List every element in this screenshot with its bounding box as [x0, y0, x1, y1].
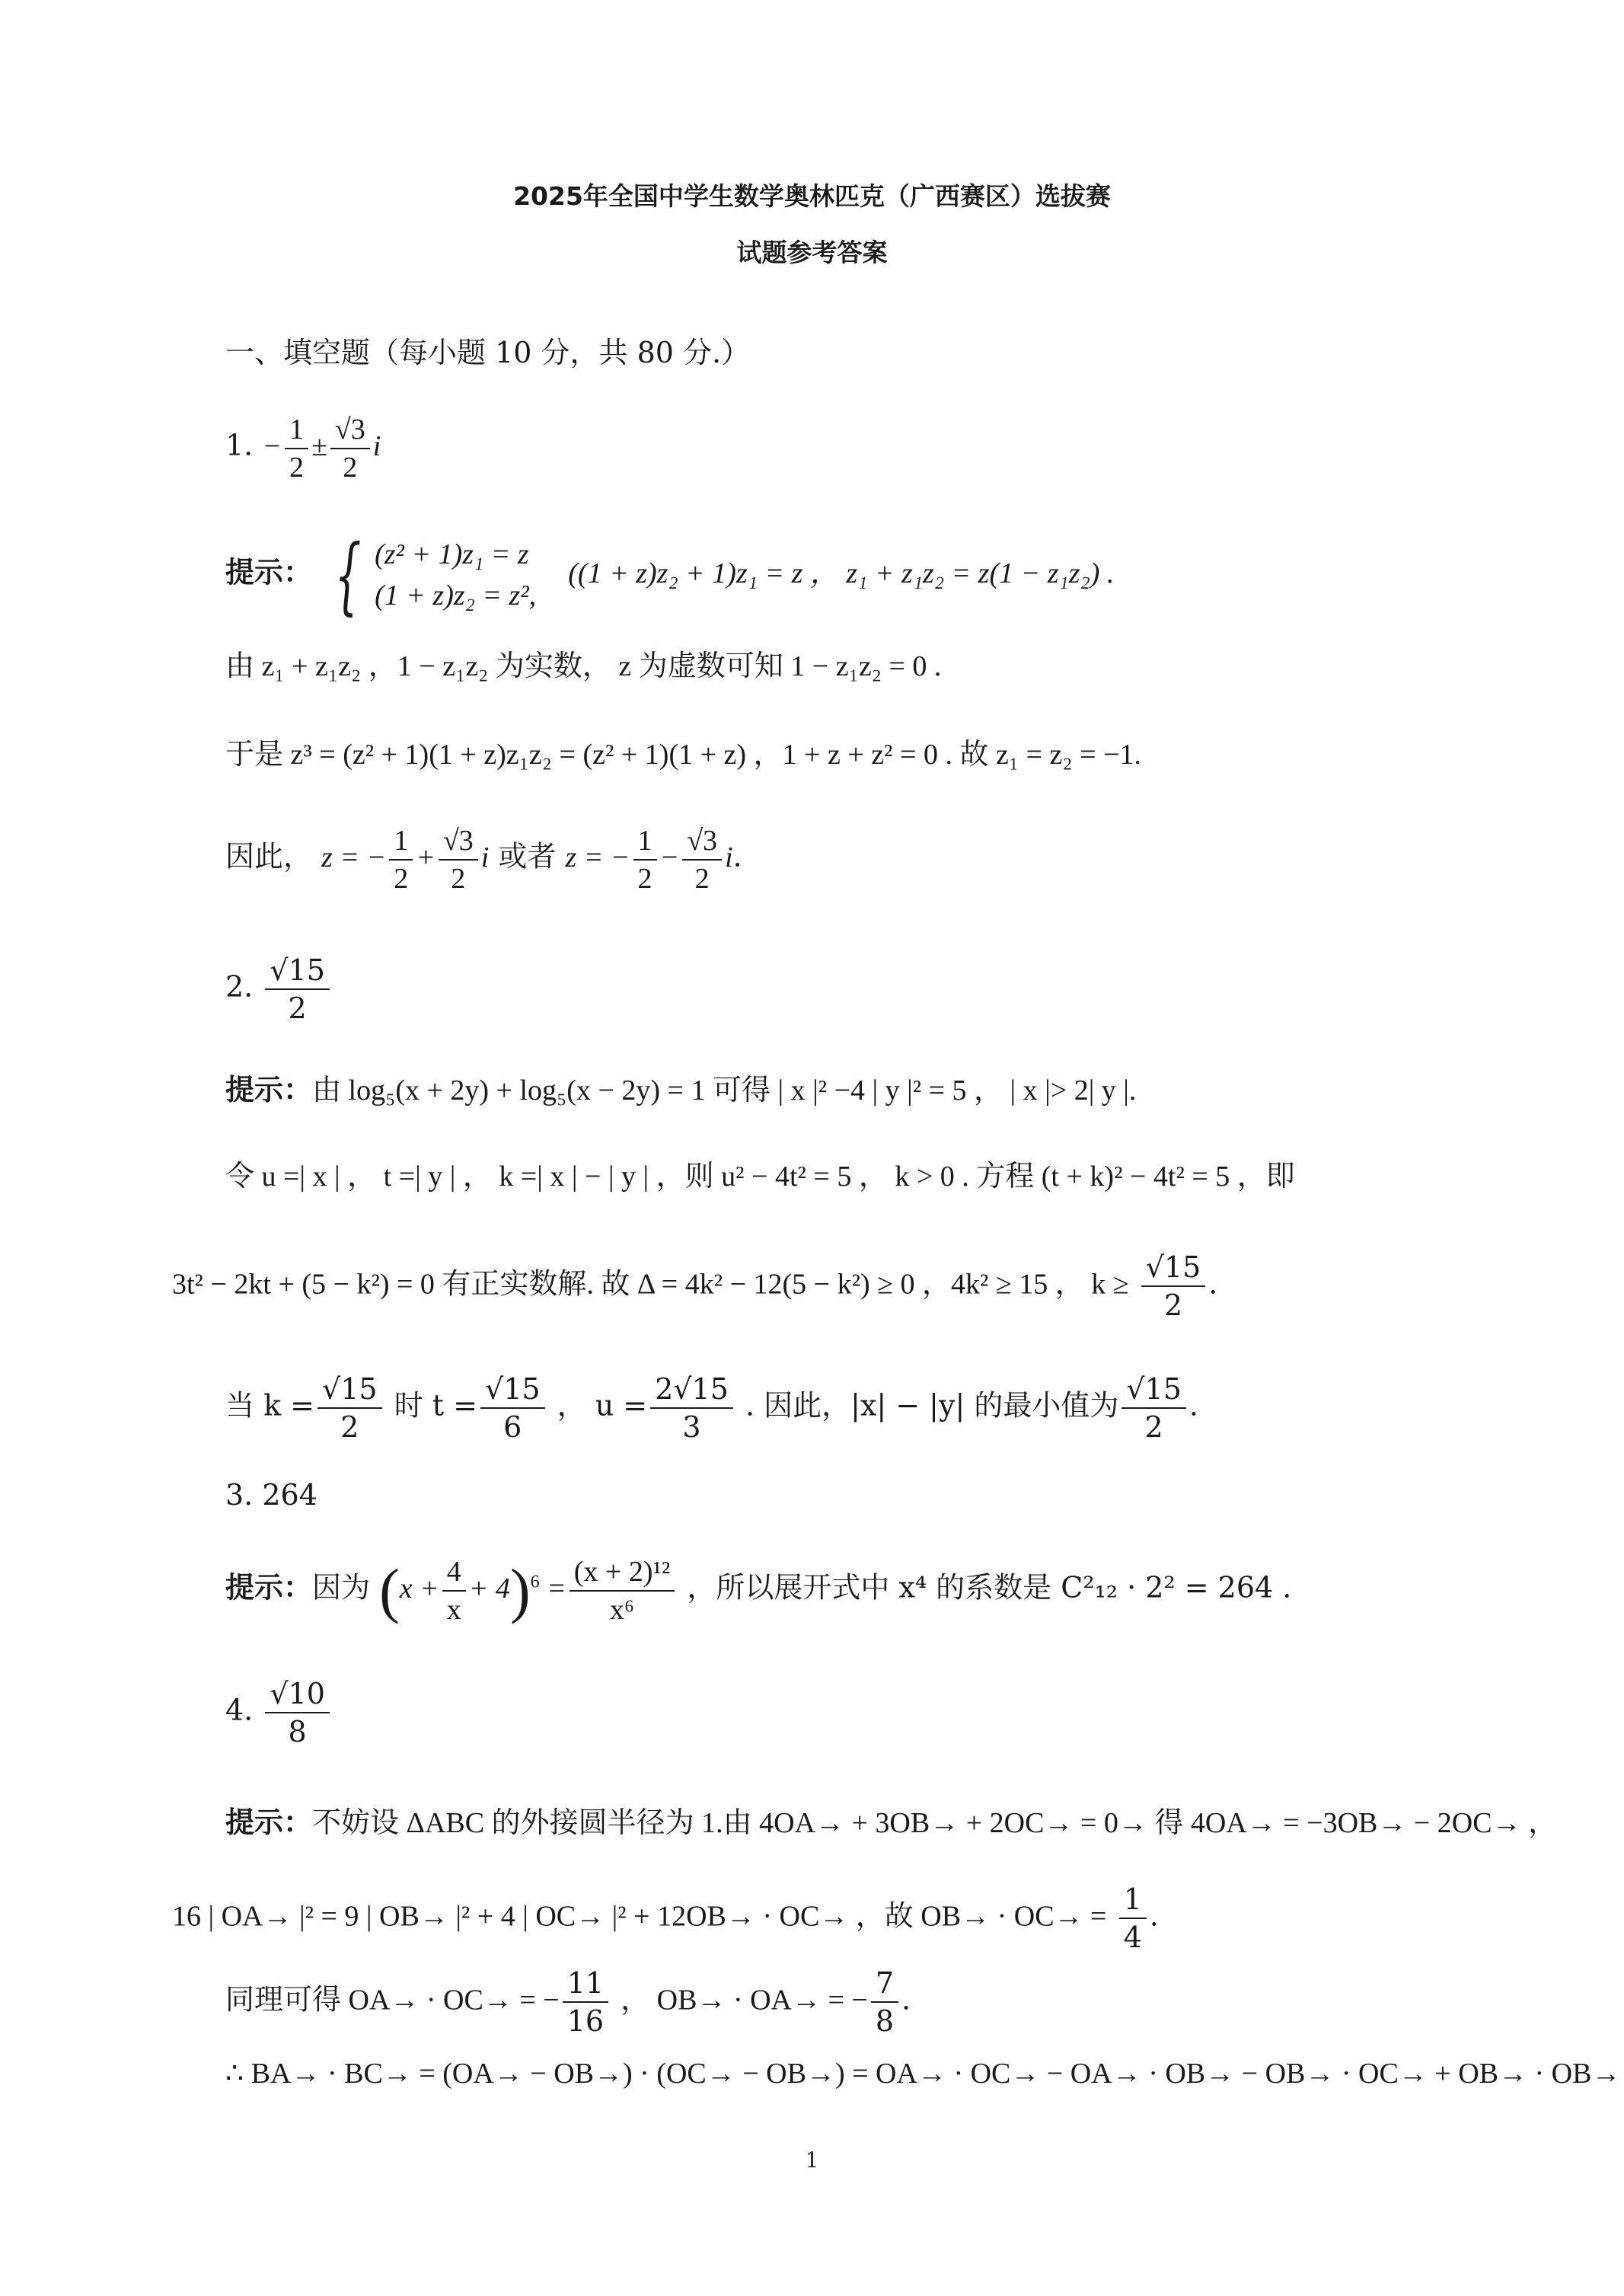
q1-line4: 因此， z = − $\frac{1}{2}$ + $\frac{√3}{2}$ i 或者 z = − $\frac{1}{2}$ − $\frac{√3}{2}$ i. [225, 822, 742, 897]
q1-line3: 于是 z³ = (z² + 1)(1 + z)z₁z₂ = (z² + 1)(1 + z) ，1 + z + z² = 0 . 故 z₁ = z₂ = −1. [225, 739, 1141, 771]
page-number: 1 [805, 2148, 819, 2173]
q1-hint: 提示： { (z² + 1)z₁ = z (1 + z)z₂ = z², ((1 + z)z₂ + 1)z₁ = z ， z₁ + z₁z₂ = z(1 − z₁z₂) . [225, 526, 1115, 624]
document-subtitle: 试题参考答案 [736, 238, 888, 267]
q1-answer: 1. − $\frac{1}{2}$ ± $\frac{√3}{2}$ i [225, 411, 381, 486]
q2-line2: 令 u =| x | ， t =| y | ， k =| x | − | y | ，则 u² − 4t² = 5 ， k > 0 . 方程 (t + k)² − 4t² = 5 ，即 [225, 1161, 1295, 1193]
q1-line2: 由 z₁ + z₁z₂ ，1 − z₁z₂ 为实数， z 为虚数可知 1 − z₁z₂ = 0 . [225, 650, 942, 682]
q3-hint: 提示：因为 (x + $\frac{4}{x}$ + 4)$^6$ = $\frac{\text{(x + 2)¹²}}{\text{x⁶}}$ ，所以展开式中 x⁴ 的系数是 C²₁₂ · 2² = 264 . [225, 1554, 1291, 1628]
q4-answer: 4. $\frac{√10}{8}$ [225, 1675, 333, 1750]
q4-line2: 16 | OA→ |² = 9 | OB→ |² + 4 | OC→ |² + 12OB→ · OC→ ，故 OB→ · OC→ = $\frac{1}{4}$ . [172, 1882, 1159, 1954]
q2-hint: 提示：由 log₅(x + 2y) + log₅(x − 2y) = 1 可得 | x |² −4 | y |² = 5 ， | x |> 2| y |. [225, 1073, 1137, 1106]
q4-line4: ∴ BA→ · BC→ = (OA→ − OB→) · (OC→ − OB→) = OA→ · OC→ − OA→ · OB→ − OB→ · OC→ + OB→ · OB→ [225, 2058, 1621, 2090]
q4-hint: 提示：不妨设 ΔABC 的外接圆半径为 1.由 4OA→ + 3OB→ + 2OC→ = 0→ 得 4OA→ = −3OB→ − 2OC→ ， [225, 1806, 1558, 1839]
q2-line3: 3t² − 2kt + (5 − k²) = 0 有正实数解. 故 Δ = 4k² − 12(5 − k²) ≥ 0 ，4k² ≥ 15 ， k ≥ $\frac{√15}{2}$ . [172, 1250, 1218, 1322]
q2-answer: 2. $\frac{√15}{2}$ [225, 952, 333, 1027]
q4-line3: 同理可得 OA→ · OC→ = − $\frac{11}{16}$ ， OB→ · OA→ = − $\frac{7}{8}$ . [225, 1966, 911, 2038]
q2-line4: 当 k = $\frac{√15}{2}$ 时 t = $\frac{√15}{6}$ ， u = $\frac{2√15}{3}$ . 因此，|x| − |y| 的最小值为 $\frac{√15}{2}$ . [225, 1372, 1199, 1444]
section-heading: 一、填空题（每小题 10 分，共 80 分.） [225, 336, 751, 369]
document-title: 2025年全国中学生数学奥林匹克（广西赛区）选拔赛 [513, 181, 1111, 211]
q3-answer: 3. 264 [225, 1478, 317, 1512]
